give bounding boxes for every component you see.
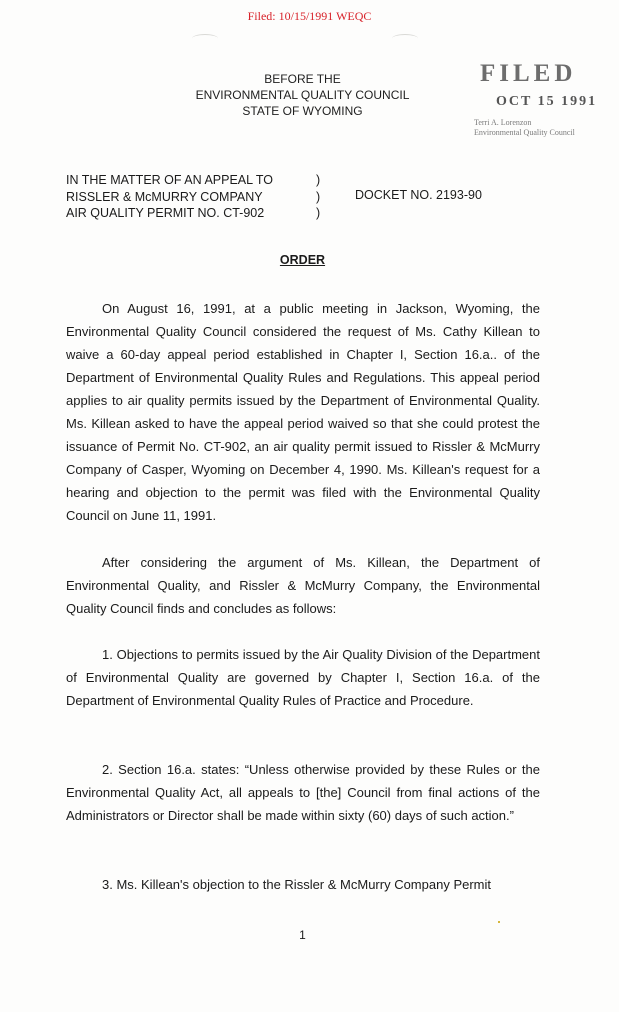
filed-stamp [474,60,608,138]
matter-line-1: IN THE MATTER OF AN APPEAL TO [66,173,273,187]
matter-block [66,172,273,222]
paren-2: ) [316,189,321,204]
docket-number: DOCKET NO. 2193-90 [355,188,482,202]
stamp-signature [474,118,608,138]
page-number: 1 [299,928,306,942]
finding-2 [66,758,540,827]
stamp-signature-line-2: Environmental Quality Council [474,128,575,137]
caption-line-1: BEFORE THE [264,72,341,86]
scan-speck [498,921,500,923]
matter-line-3: AIR QUALITY PERMIT NO. CT-902 [66,206,265,220]
stamp-word: FILED [480,60,577,87]
caption-line-2: ENVIRONMENTAL QUALITY COUNCIL [195,88,410,102]
scan-smudge-left [192,34,218,43]
matter-line-2: RISSLER & McMURRY COMPANY [66,189,263,204]
stamp-signature-line-1: Terri A. Lorenzon [474,118,532,127]
filed-line: Filed: 10/15/1991 WEQC [247,9,372,23]
paragraph-1 [66,297,540,527]
paren-3: ) [316,206,321,220]
court-caption [150,71,455,119]
finding-2-text: 2. Section 16.a. states: “Unless otherwise provided by these Rules or the Environmental Quality Act, all appeals to [the] Council from final actions of the Administrators or Director shall be made within sixty (60) days of such action.” [66,762,540,823]
paragraph-1-text: On August 16, 1991, at a public meeting in Jackson, Wyoming, the Environmental Quality Council considered the request of Ms. Cathy Killean to waive a 60-day appeal period established in Chapter I, Section 16.a.. of the Department of Environmental Quality Rules and Regulations. This appeal period applies to air quality permits issued by the Department of Environmental Quality. Ms. Killean asked to have the appeal period waived so that she could protest the issuance of Permit No. CT-902, an air quality permit issued to Rissler & McMurry Company of Casper, Wyoming on December 4, 1990. Ms. Killean's request for a hearing and objection to the permit was filed with the Environmental Quality Council on June 11, 1991. [66,301,540,523]
finding-1-text: 1. Objections to permits issued by the Air Quality Division of the Department of Environmental Quality are governed by Chapter I, Section 16.a. of the Department of Environmental Quality Rules of Practice and Procedure. [66,647,540,708]
stamp-date: OCT 15 1991 [496,94,598,109]
order-title: ORDER [279,253,326,267]
finding-3 [66,873,540,896]
paragraph-2-text: After considering the argument of Ms. Killean, the Department of Environmental Quality, and Rissler & McMurry Company, the Environmental Quality Council finds and concludes as follows: [66,555,540,616]
finding-3-text: 3. Ms. Killean's objection to the Rissler & McMurry Company Permit [102,877,491,892]
scan-smudge-right [392,34,418,43]
caption-line-3: STATE OF WYOMING [242,104,363,118]
finding-1 [66,643,540,712]
matter-parens [316,172,320,222]
paren-1: ) [316,173,321,187]
paragraph-2 [66,551,540,620]
